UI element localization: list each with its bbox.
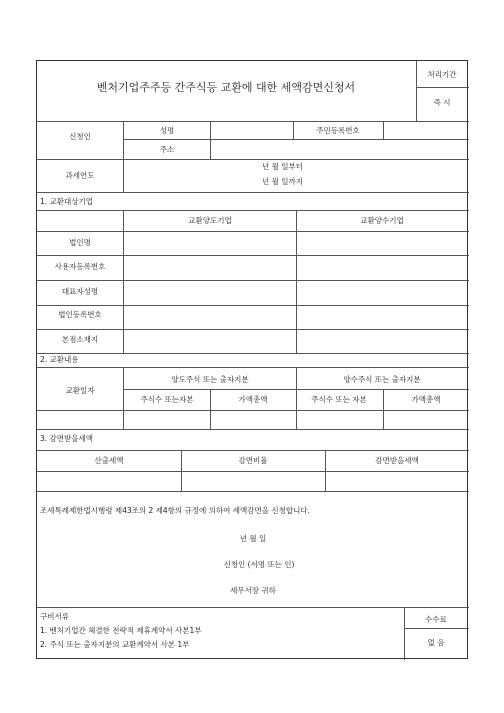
reduction-rate-field[interactable] <box>182 472 324 490</box>
section2-title: 2. 교환내용 <box>40 355 79 364</box>
transferee-corp-name[interactable] <box>297 232 468 254</box>
fee-value: 없 음 <box>427 638 445 647</box>
col-transferor: 교환양도기업 <box>188 216 232 225</box>
transferee-corp-reg-no[interactable] <box>297 306 468 328</box>
applicant-label: 신청인 <box>69 132 91 141</box>
declaration-applicant[interactable]: 신청인 (서명 또는 인) <box>223 560 295 569</box>
processing-period-value: 즉 시 <box>433 98 451 107</box>
declaration-date[interactable]: 년 월 일 <box>239 534 267 543</box>
transferor-hq-address[interactable] <box>124 330 295 352</box>
transferor-corp-reg-no[interactable] <box>124 306 295 328</box>
section1-title: 1. 교환대상기업 <box>40 197 94 206</box>
row-reg-no: 사용자등록번호 <box>54 262 106 271</box>
name-label: 성명 <box>159 126 175 135</box>
transferor-reg-no[interactable] <box>124 256 295 279</box>
required-doc-2: 2. 주식 또는 출자지분의 교환계약서 사본 1부 <box>40 640 190 649</box>
col-reduction-rate: 감면비율 <box>238 456 268 465</box>
required-doc-1: 1. 벤처기업간 체결한 전략적 제휴계약서 사본1부 <box>40 626 202 635</box>
name-field[interactable] <box>211 122 292 138</box>
row-corp-reg-no: 법인등록번호 <box>58 310 102 319</box>
transferee-hq-address[interactable] <box>297 330 468 352</box>
required-docs-title: 구비서류 <box>40 612 69 621</box>
address-label: 주소 <box>159 145 175 154</box>
rrn-field[interactable] <box>384 122 468 138</box>
row-ceo-name: 대표자성명 <box>61 287 99 296</box>
address-field[interactable] <box>211 140 468 158</box>
sub-shares2-label: 주식수 또는 자본 <box>311 395 367 404</box>
reduction-amount-field[interactable] <box>326 472 468 490</box>
exchange-date-field[interactable] <box>38 411 122 428</box>
declaration-text: 조세특례제한법시행령 제43조의 2 제4항의 규정에 의하여 세액감면을 신청합니다. <box>40 506 310 515</box>
col-transferee: 교환양수기업 <box>360 216 404 225</box>
processing-period-label: 처리기간 <box>427 70 457 79</box>
sub-price1-label: 가액총액 <box>238 395 268 404</box>
transferee-ceo-name[interactable] <box>297 281 468 304</box>
declaration-addressee: 세무서장 귀하 <box>230 586 276 595</box>
sub-price2-label: 가액총액 <box>411 395 441 404</box>
transferor-corp-name[interactable] <box>124 232 295 254</box>
acquire-shares-field[interactable] <box>297 411 382 428</box>
transferee-reg-no[interactable] <box>297 256 468 279</box>
application-form <box>36 60 468 659</box>
sub-shares1-label: 주식수 또는자본 <box>140 395 194 404</box>
tax-year-label: 과세연도 <box>65 171 95 180</box>
group-acquire-label: 양수주식 또는 출자지분 <box>343 375 421 384</box>
col-reduction-amount: 감면받을세액 <box>375 456 419 465</box>
tax-year-from[interactable]: 년 월 일부터 <box>262 162 303 171</box>
exchange-date-label: 교환일자 <box>65 386 95 395</box>
computed-tax-field[interactable] <box>38 472 180 490</box>
col-computed-tax: 산출세액 <box>94 456 124 465</box>
form-title: 벤처기업주주등 간주식등 교환에 대한 세액감면신청서 <box>96 81 356 94</box>
row-corp-name: 법인명 <box>69 238 91 247</box>
transfer-shares-field[interactable] <box>124 411 209 428</box>
tax-year-to[interactable]: 년 월 일까지 <box>262 177 303 186</box>
fee-label: 수수료 <box>425 615 447 624</box>
transfer-price-field[interactable] <box>211 411 295 428</box>
acquire-price-field[interactable] <box>384 411 468 428</box>
transferor-ceo-name[interactable] <box>124 281 295 304</box>
row-hq-address: 본점소재지 <box>61 335 99 344</box>
section3-title: 3. 감면받을세액 <box>40 434 94 443</box>
rrn-label: 주민등록번호 <box>316 126 360 135</box>
group-transfer-label: 양도주식 또는 출자지분 <box>171 375 249 384</box>
